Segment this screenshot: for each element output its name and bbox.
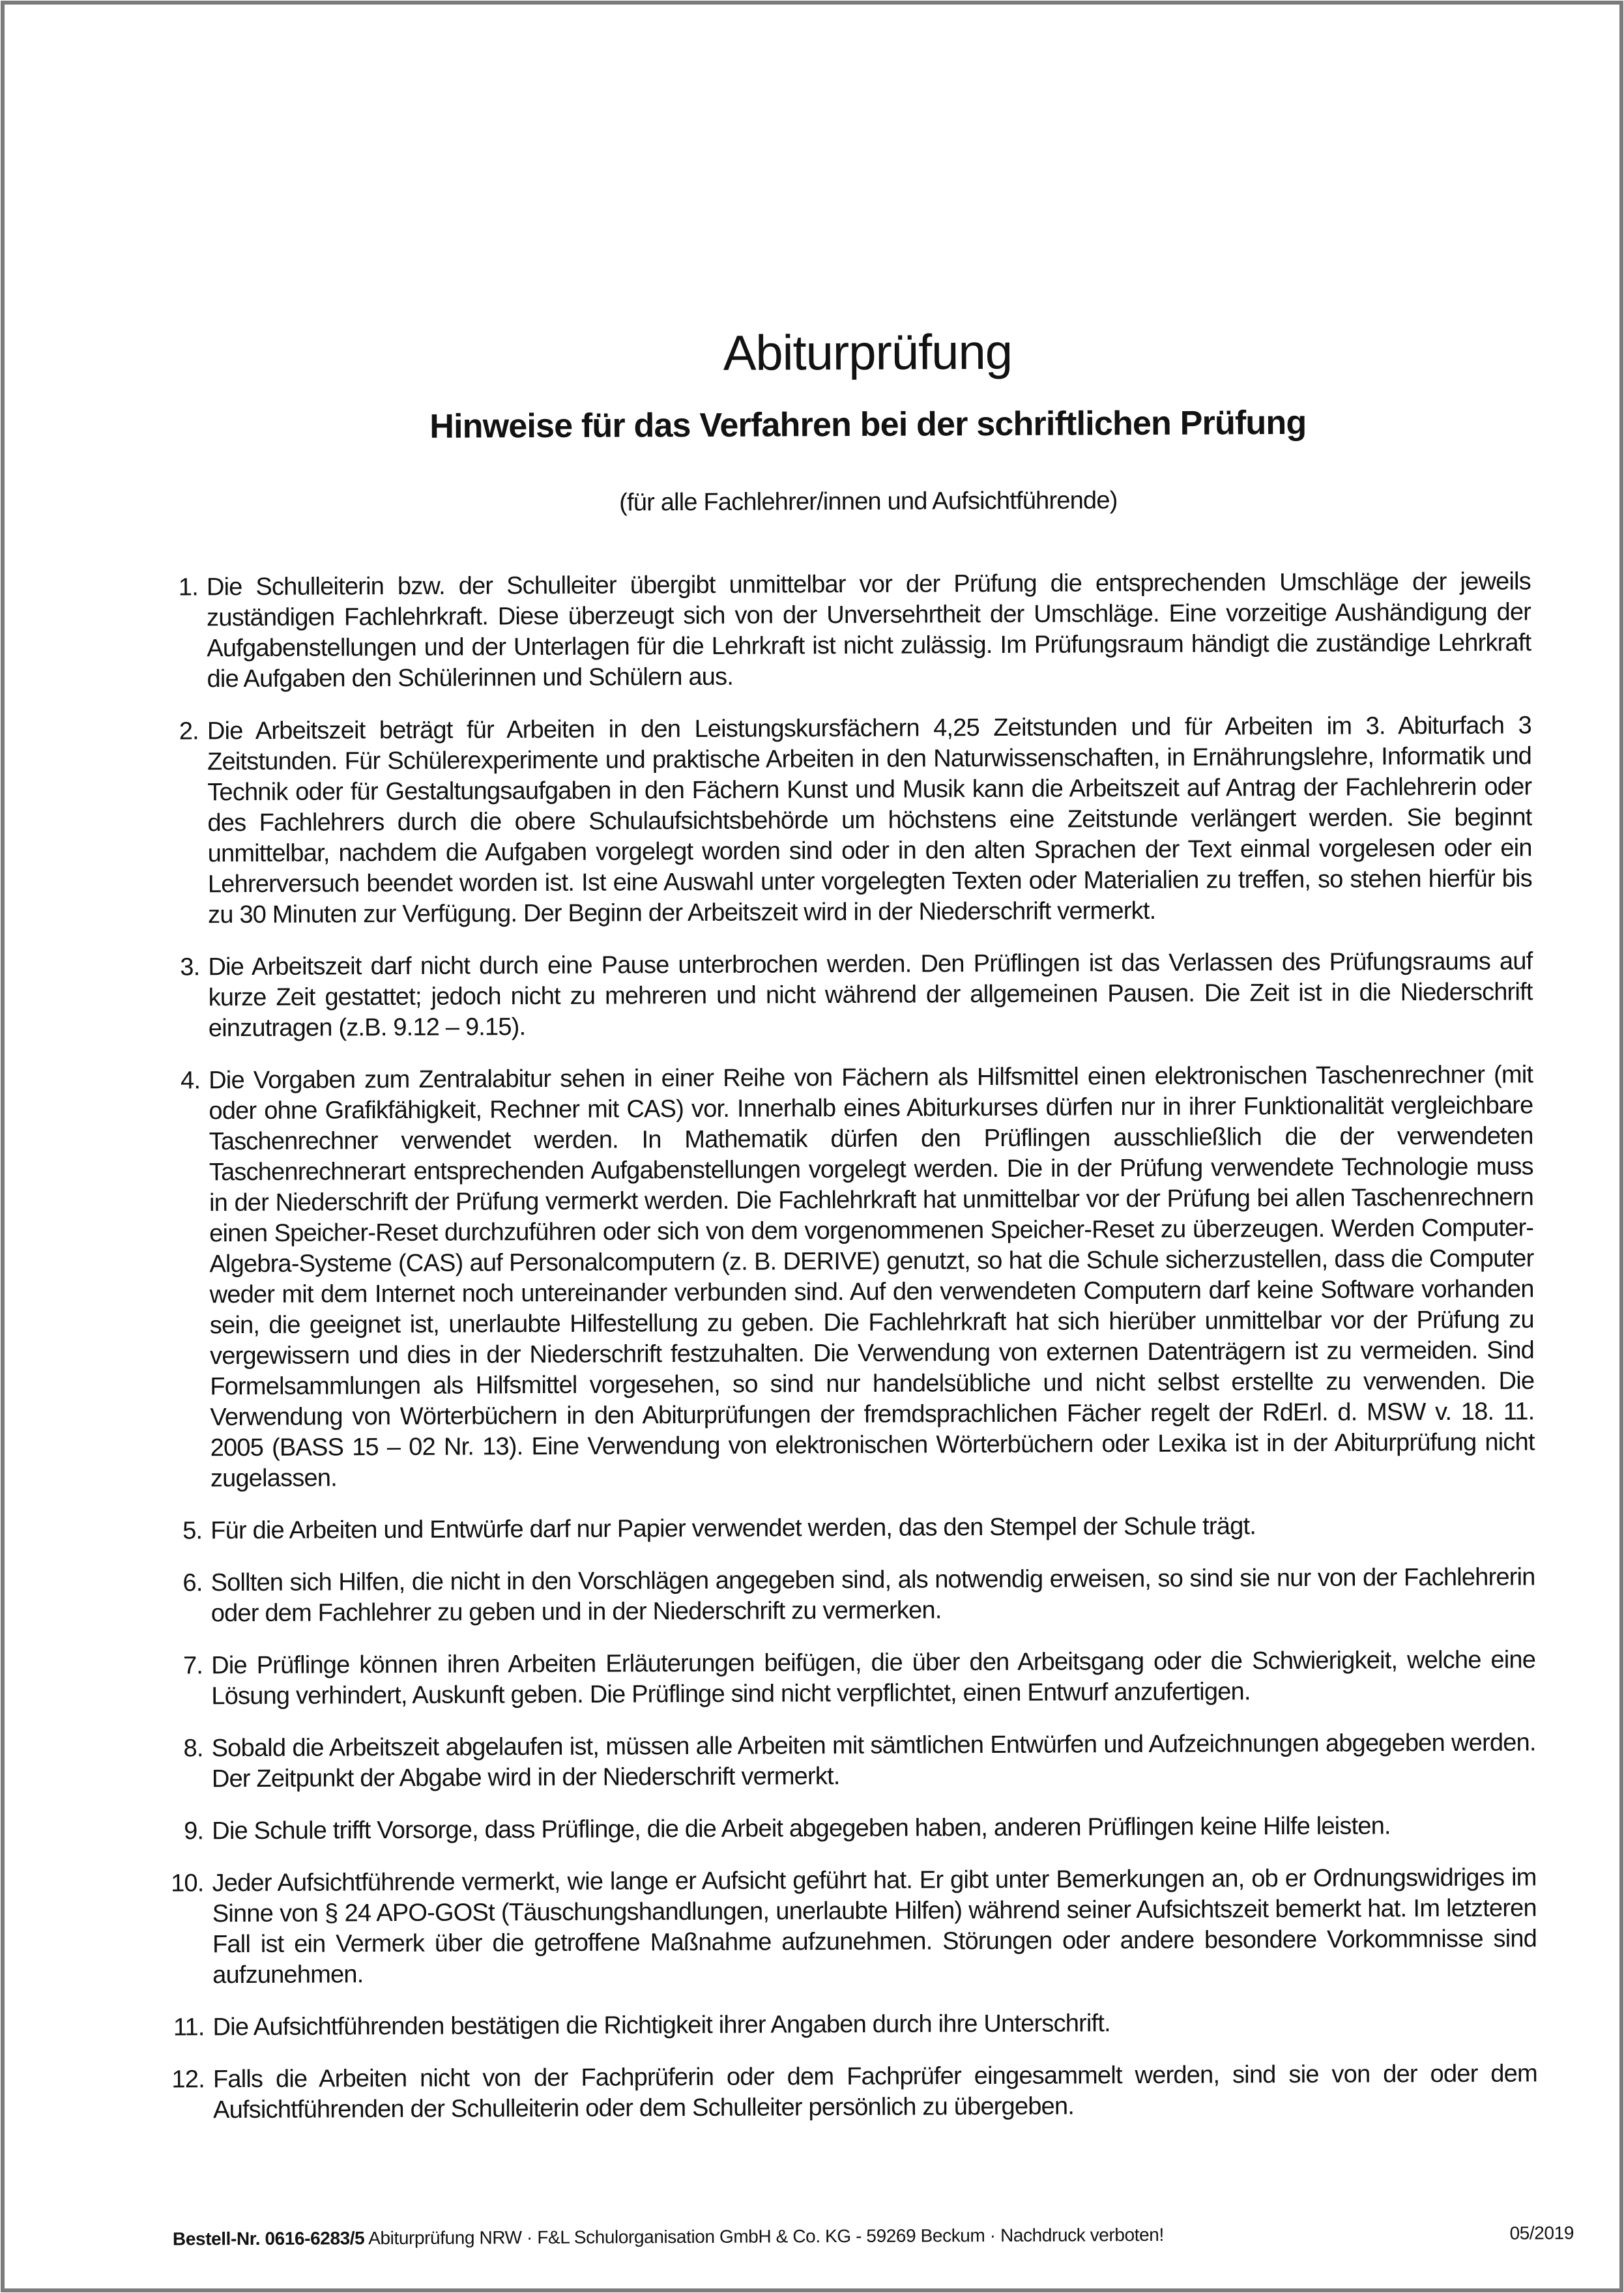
instruction-item-12 [166,2059,1537,2126]
item-number: 2. [179,717,199,745]
item-text: Sobald die Arbeitszeit abgelaufen ist, müssen alle Arbeiten mit sämtlichen Entwürfen und Aufzeichnungen abgegeben werden. Der Zeitpunkt der Abgabe wird in der Niederschrift vermerkt. [211,1729,1536,1793]
item-number: 1. [178,573,199,601]
item-number: 10. [171,1869,204,1897]
item-text: Falls die Arbeiten nicht von der Fachprüferin oder dem Fachprüfer eingesammelt werden, sind sie von der oder dem Aufsichtführenden der Schulleiterin oder dem Schulleiter persönlich zu übergeben. [212,2060,1537,2124]
item-number: 8. [183,1735,203,1763]
instruction-item-9 [164,1811,1536,1847]
edition-date: 05/2019 [1509,2223,1574,2243]
instruction-list [159,567,1537,2126]
instruction-item-7 [164,1645,1535,1712]
audience-note: (für alle Fachlehrer/innen und Aufsichtführende) [619,486,1118,517]
item-text: Die Schule trifft Vorsorge, dass Prüflinge, die die Arbeit abgegeben haben, anderen Prüflingen keine Hilfe leisten. [212,1812,1391,1845]
instruction-item-8 [164,1728,1536,1795]
item-text: Die Arbeitszeit darf nicht durch eine Pause unterbrochen werden. Den Prüflingen ist das Verlassen des Prüfungsraums auf kurze Zeit gestattet; jedoch nicht zu mehreren und nicht während der allgemeinen Pausen. Die Zeit ist in die Niederschrift einzutragen (z.B. 9.12 – 9.15). [208,947,1533,1043]
instruction-item-10 [165,1863,1537,1991]
item-text: Jeder Aufsichtführende vermerkt, wie lange er Aufsicht geführt hat. Er gibt unter Bemerkungen an, ob er Ordnungswidriges im Sinne von § 24 APO-GOSt (Täuschungshandlungen, unerlaubte Hilfen) während seiner Aufsichtszeit bemerkt hat. Im letzteren Fall ist ein Vermerk über die getroffene Maßnahme aufzunehmen. Störungen oder andere besondere Vorkommnisse sind aufzunehmen. [212,1864,1537,1989]
item-number: 12. [171,2066,205,2094]
item-number: 7. [182,1652,203,1680]
footer-imprint [173,2225,1164,2250]
instruction-item-1 [159,567,1531,695]
item-number: 11. [173,2013,205,2041]
item-number: 6. [182,1569,203,1597]
page-footer [173,2223,1574,2249]
item-text: Die Vorgaben zum Zentralabitur sehen in einer Reihe von Fächern als Hilfsmittel einen elektronischen Taschenrechner (mit oder ohne Grafikfähigkeit, Rechner mit CAS) vor. Innerhalb eines Abiturkurses dürfen nur in ihrer Funktionalität vergleichbare Taschenrechner verwendet werden. In Mathematik dürfen den Prüflingen ausschließlich die der verwendeten Taschenrechnerart entsprechenden Aufgabenstellungen vorgelegt werden. Die in der Prüfung verwendete Technologie muss in der Niederschrift der Prüfung vermerkt werden. Die Fachlehrkraft hat unmittelbar vor der Prüfung bei allen Taschenrechnern einen Speicher-Reset durchzuführen oder sich von dem vorgenommenen Speicher-Reset zu überzeugen. Werden Computer-Algebra-Systeme (CAS) auf Personalcomputern (z. B. DERIVE) genutzt, so hat die Schule sicherzustellen, dass die Computer weder mit dem Internet noch untereinander verbunden sind. Auf den verwendeten Computern darf keine Software vorhanden sein, die geeignet ist, unerlaubte Hilfestellung zu geben. Die Fachlehrkraft hat sich hierüber unmittelbar vor der Prüfung zu vergewissern und dies in der Niederschrift festzuhalten. Die Verwendung von externen Datenträgern ist zu vermeiden. Sind Formelsammlungen als Hilfsmittel vorgesehen, so sind nur handelsübliche und nicht selbst erstellte zu verwenden. Die Verwendung von Wörterbüchern in den Abiturprüfungen der fremdsprachlichen Fächer regelt der RdErl. d. MSW v. 18. 11. 2005 (BASS 15 – 02 Nr. 13). Eine Verwendung von elektronischen Wörterbüchern oder Lexika ist in der Abiturprüfung nicht zugelassen. [209,1061,1535,1493]
instruction-item-3 [160,947,1533,1045]
publisher-line: Abiturprüfung NRW · F&L Schulorganisation GmbH & Co. KG - 59269 Beckum · Nachdruck verboten! [368,2224,1164,2249]
document-content [156,0,1574,2293]
item-text: Sollten sich Hilfen, die nicht in den Vorschlägen angegeben sind, als notwendig erweisen, so sind sie nur von der Fachlehrerin oder dem Fachlehrer zu geben und in der Niederschrift zu vermerken. [210,1563,1535,1628]
item-text: Die Aufsichtführenden bestätigen die Richtigkeit ihrer Angaben durch ihre Unterschrift. [212,2010,1110,2041]
instruction-item-2 [160,711,1532,931]
page-subtitle: Hinweise für das Verfahren bei der schriftlichen Prüfung [429,403,1307,446]
instruction-item-5 [163,1510,1535,1547]
item-number: 5. [182,1517,203,1545]
item-text: Die Prüflinge können ihren Arbeiten Erläuterungen beifügen, die über den Arbeitsgang oder die Schwierigkeit, welche eine Lösung verhindert, Auskunft geben. Die Prüflinge sind nicht verpflichtet, einen Entwurf anzufertigen. [211,1646,1536,1710]
order-number: Bestell-Nr. 0616-6283/5 [172,2228,365,2249]
item-text: Die Arbeitszeit beträgt für Arbeiten in den Leistungskursfächern 4,25 Zeitstunden und für Arbeiten im 3. Abiturfach 3 Zeitstunden. Für Schülerexperimente und praktische Arbeiten in den Naturwissenschaften, in Ernährungslehre, Informatik und Technik oder für Gestaltungsaufgaben in den Fächern Kunst und Musik kann die Arbeitszeit auf Antrag der Fachlehrerin oder des Fachlehrers durch die obere Schulaufsichtsbehörde um höchstens eine Zeitstunde verlängert werden. Sie beginnt unmittelbar, nachdem die Aufgaben vorgelegt worden sind oder in den alten Sprachen der Text einmal vorgelesen oder ein Lehrerversuch beendet worden ist. Ist eine Auswahl unter vorgelegten Texten oder Materialien zu treffen, so stehen hierfür bis zu 30 Minuten zur Verfügung. Der Beginn der Arbeitszeit wird in der Niederschrift vermerkt. [207,712,1532,929]
item-number: 4. [181,1067,201,1095]
item-text: Für die Arbeiten und Entwürfe darf nur Papier verwendet werden, das den Stempel der Schule trägt. [210,1512,1256,1545]
item-text: Die Schulleiterin bzw. der Schulleiter übergibt unmittelbar vor der Prüfung die entsprechenden Umschläge der jeweils zuständigen Fachlehrkraft. Diese überzeugt sich von der Unversehrtheit der Umschläge. Eine vorzeitige Aushändigung der Aufgabenstellungen und der Unterlagen für die Lehrkraft ist nicht zulässig. Im Prüfungsraum händigt die zuständige Lehrkraft die Aufgaben den Schülerinnen und Schülern aus. [206,568,1531,693]
item-number: 3. [180,953,200,981]
instruction-item-11 [165,2007,1537,2043]
page-title: Abiturprüfung [723,324,1013,381]
item-number: 9. [184,1817,204,1845]
instruction-item-4 [161,1060,1535,1495]
instruction-item-6 [163,1563,1535,1630]
